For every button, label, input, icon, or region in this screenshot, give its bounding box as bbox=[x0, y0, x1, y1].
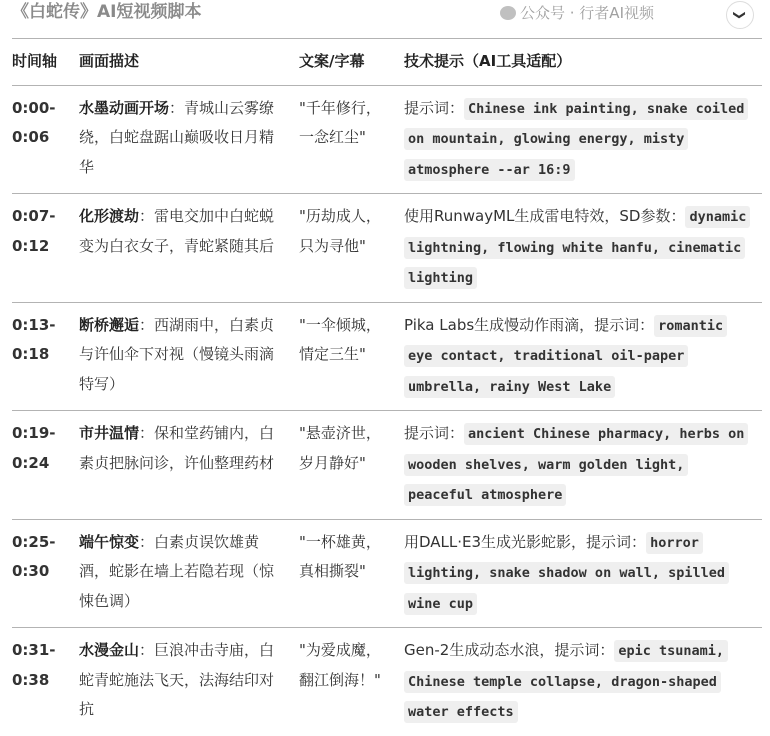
time-cell: 0:19-0:24 bbox=[12, 424, 56, 472]
scene-cell bbox=[79, 519, 299, 628]
table-row bbox=[12, 411, 762, 520]
time-cell: 0:13-0:18 bbox=[12, 315, 56, 363]
tech-prefix: 用DALL·E3生成光影蛇影，提示词： bbox=[404, 532, 647, 551]
scene-title: 水漫金山 bbox=[79, 641, 140, 659]
caption-cell: "千年修行，一念红尘" bbox=[299, 98, 381, 146]
scene-desc: ：白素贞误饮雄黄酒，蛇影在墙上若隐若现（惊悚色调） bbox=[79, 532, 275, 610]
time-cell: 0:07-0:12 bbox=[12, 207, 56, 255]
caption-cell: "一杯雄黄，真相撕裂" bbox=[299, 532, 381, 580]
page-title: 《白蛇传》AI短视频脚本 bbox=[12, 2, 202, 22]
prompt-code: dynamic lightning, flowing white hanfu, cinematic lighting bbox=[404, 206, 750, 289]
prompt-code: horror lighting, snake shadow on wall, spilled wine cup bbox=[404, 532, 729, 615]
table-row bbox=[12, 519, 762, 628]
tech-prefix: 提示词： bbox=[404, 424, 465, 442]
caption-cell: "悬壶济世，岁月静好" bbox=[299, 424, 381, 472]
scene-desc: ：保和堂药铺内，白素贞把脉问诊，许仙整理药材 bbox=[79, 424, 275, 472]
prompt-code: romantic eye contact, traditional oil-paper umbrella, rainy West Lake bbox=[404, 315, 727, 398]
header-scene: 画面描述 bbox=[79, 52, 140, 70]
tech-cell bbox=[404, 519, 762, 628]
tech-cell bbox=[404, 85, 762, 194]
prompt-code: epic tsunami, Chinese temple collapse, dragon-shaped water effects bbox=[404, 640, 728, 723]
scene-title: 水墨动画开场 bbox=[79, 98, 170, 117]
header-tech: 技术提示（AI工具适配） bbox=[404, 52, 572, 70]
wechat-logo-icon bbox=[500, 6, 516, 20]
caption-cell: "为爱成魔，翻江倒海！" bbox=[299, 641, 381, 689]
prompt-code: ancient Chinese pharmacy, herbs on wooden shelves, warm golden light, peaceful atmosphere bbox=[404, 423, 748, 506]
table-row bbox=[12, 628, 762, 736]
tech-cell bbox=[404, 302, 762, 411]
table-row bbox=[12, 302, 762, 411]
table-row bbox=[12, 194, 762, 303]
chevron-down-icon: ❯ bbox=[733, 9, 747, 21]
scene-desc: ：西湖雨中，白素贞与许仙伞下对视（慢镜头雨滴特写） bbox=[79, 315, 275, 393]
watermark-text: 公众号 · 行者AI视频 bbox=[520, 4, 654, 22]
caption-cell: "历劫成人，只为寻他" bbox=[299, 207, 381, 255]
scene-cell bbox=[79, 628, 299, 736]
header-caption: 文案/字幕 bbox=[299, 52, 365, 70]
tech-cell bbox=[404, 411, 762, 520]
time-cell: 0:25-0:30 bbox=[12, 532, 56, 580]
scene-title: 断桥邂逅 bbox=[79, 315, 140, 334]
scene-cell bbox=[79, 302, 299, 411]
script-table bbox=[12, 38, 762, 736]
scene-desc: ：青城山云雾缭绕，白蛇盘踞山巅吸收日月精华 bbox=[79, 98, 275, 176]
tech-cell bbox=[404, 628, 762, 736]
table-row bbox=[12, 85, 762, 194]
scene-title: 市井温情 bbox=[79, 424, 140, 442]
scene-title: 端午惊变 bbox=[79, 532, 140, 551]
scene-cell bbox=[79, 411, 299, 520]
prompt-code: Chinese ink painting, snake coiled on mountain, glowing energy, misty atmosphere --ar 16:9 bbox=[404, 98, 748, 181]
time-cell: 0:31-0:38 bbox=[12, 641, 56, 689]
tech-cell bbox=[404, 194, 762, 303]
tech-prefix: 使用RunwayML生成雷电特效，SD参数： bbox=[404, 207, 686, 225]
tech-prefix: Gen-2生成动态水浪，提示词： bbox=[404, 641, 615, 659]
watermark bbox=[500, 3, 654, 23]
header-time: 时间轴 bbox=[12, 52, 58, 70]
tech-prefix: 提示词： bbox=[404, 98, 465, 117]
scene-desc: ：雷电交加中白蛇蜕变为白衣女子，青蛇紧随其后 bbox=[79, 207, 275, 255]
scene-desc: ：巨浪冲击寺庙，白蛇青蛇施法飞天，法海结印对抗 bbox=[79, 641, 275, 718]
expand-button[interactable] bbox=[726, 1, 754, 29]
scene-title: 化形渡劫 bbox=[79, 207, 140, 225]
table-header-row bbox=[12, 39, 762, 86]
tech-prefix: Pika Labs生成慢动作雨滴，提示词： bbox=[404, 315, 655, 334]
time-cell: 0:00-0:06 bbox=[12, 98, 56, 146]
scene-cell bbox=[79, 85, 299, 194]
scene-cell bbox=[79, 194, 299, 303]
caption-cell: "一伞倾城，情定三生" bbox=[299, 315, 381, 363]
